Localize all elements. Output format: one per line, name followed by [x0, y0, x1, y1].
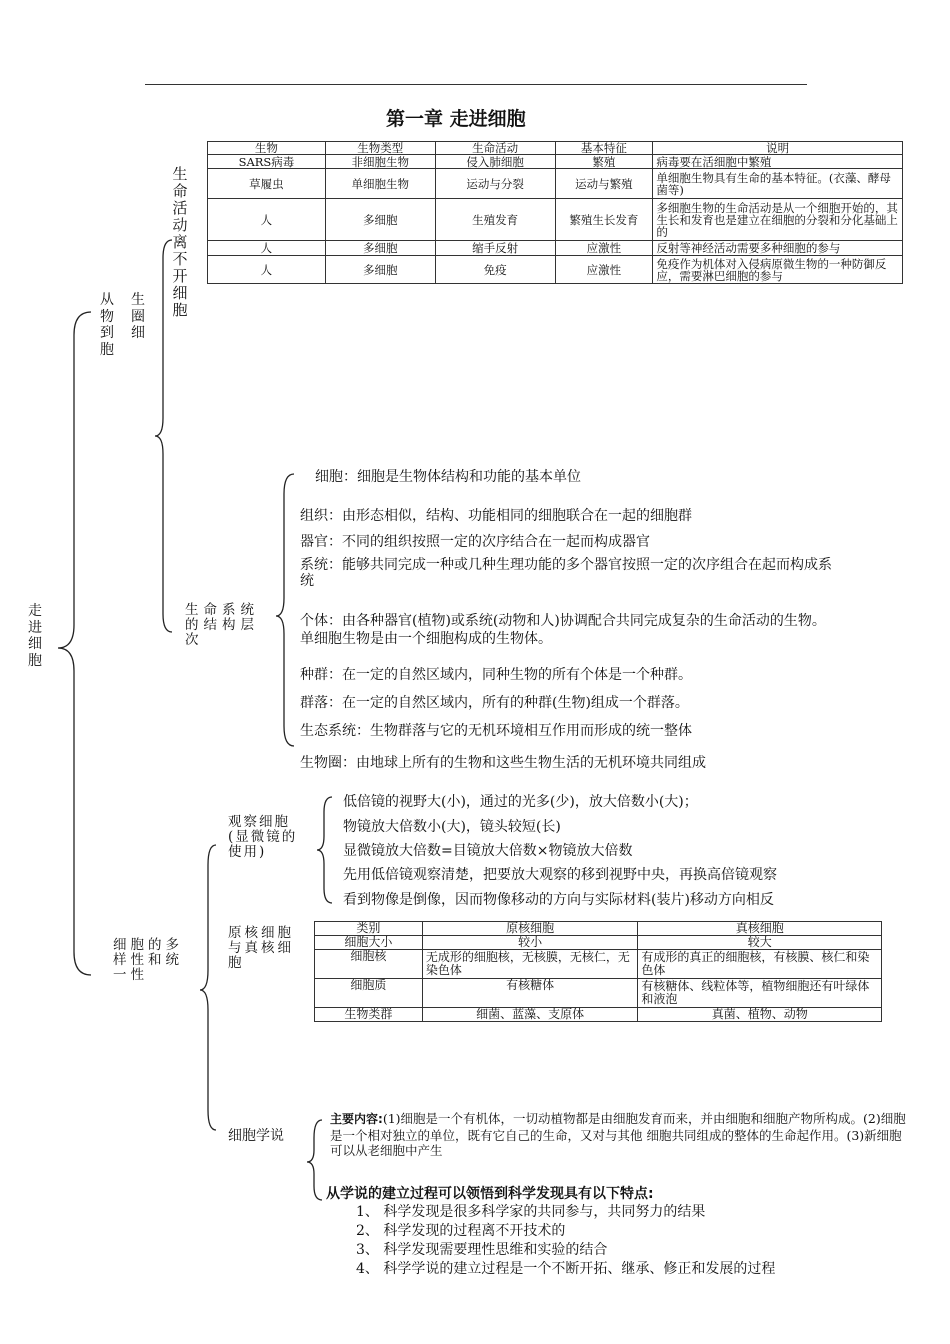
compare-label: 原核细胞与真核细胞 — [228, 925, 294, 971]
branch1-bracket — [155, 240, 172, 632]
branch1-label-col1: 从物到胞 — [100, 292, 114, 358]
table2-cell: 细胞大小 — [315, 935, 423, 949]
table2-cell: 生物类群 — [315, 1007, 423, 1021]
branch2-bracket — [200, 845, 216, 1130]
table1-cell: 反射等神经活动需要多种细胞的参与 — [653, 241, 903, 256]
branch1-label-col2: 生圈细 — [131, 292, 145, 341]
sub2-label: 生命系统的结构层次 — [185, 602, 259, 648]
microscope-item: 低倍镜的视野大(小)，通过的光多(少)，放大倍数小(大)； — [343, 794, 698, 810]
table2-cell: 较大 — [638, 935, 882, 949]
table2-cell: 细胞核 — [315, 949, 423, 978]
table1-cell: 免疫作为机体对入侵病原微生物的一种防御反应，需要淋巴细胞的参与 — [653, 256, 903, 284]
discover-point: 4、 科学学说的建立过程是一个不断开拓、继承、修正和发展的过程 — [356, 1261, 776, 1277]
root-bracket — [58, 312, 91, 975]
table1-cell: 应激性 — [555, 241, 653, 256]
table2-cell: 较小 — [422, 935, 638, 949]
table2-header: 原核细胞 — [422, 922, 638, 936]
level-cell: 细胞：细胞是生物体结构和功能的基本单位 — [315, 469, 581, 485]
microscope-item: 先用低倍镜观察清楚，把要放大观察的移到视野中央，再换高倍镜观察 — [343, 867, 777, 883]
table1-header: 生物 — [208, 142, 326, 155]
theory-label: 细胞学说 — [228, 1128, 284, 1144]
microscope-bracket — [317, 797, 332, 903]
table2-cell: 无成形的细胞核，无核膜，无核仁，无染色体 — [422, 949, 638, 978]
table1-cell: 人 — [208, 256, 326, 284]
discover-title: 从学说的建立过程可以领悟到科学发现具有以下特点: — [326, 1186, 654, 1202]
sub1-label: 生命活动离不开细胞 — [172, 165, 188, 319]
table2-header: 类别 — [315, 922, 423, 936]
table1-header: 生物类型 — [325, 142, 435, 155]
table1-cell: 单细胞生物 — [325, 169, 435, 199]
levels-bracket — [276, 474, 294, 746]
table1-cell: 病毒要在活细胞中繁殖 — [653, 155, 903, 169]
level-community: 群落：在一定的自然区域内，所有的种群(生物)组成一个群落。 — [300, 695, 689, 711]
table1-cell: 人 — [208, 199, 326, 241]
table1-cell: 侵入肺细胞 — [435, 155, 555, 169]
table1-cell: 多细胞 — [325, 256, 435, 284]
theory-main-label: 主要内容: — [330, 1112, 383, 1126]
level-biosphere: 生物圈：由地球上所有的生物和这些生物生活的无机环境共同组成 — [300, 755, 706, 771]
level-tissue: 组织：由形态相似，结构、功能相同的细胞联合在一起的细胞群 — [300, 508, 692, 524]
discover-point: 1、 科学发现是很多科学家的共同参与，共同努力的结果 — [356, 1204, 706, 1220]
table2-cell: 细菌、蓝藻、支原体 — [422, 1007, 638, 1021]
level-ecosystem: 生态系统：生物群落与它的无机环境相互作用而形成的统一整体 — [300, 723, 692, 739]
table1-cell: 非细胞生物 — [325, 155, 435, 169]
microscope-item: 看到物像是倒像，因而物像移动的方向与实际材料(装片)移动方向相反 — [343, 892, 774, 908]
theory-main-text: (1)细胞是一个有机体，一切动植物都是由细胞发育而来，并由细胞和细胞产物所构成。(2)细胞是一个相对独立的单位，既有它自己的生命，又对与其他 细胞共同组成的整体的生命起作用。(3)新细胞可以从老细胞中产生 — [330, 1111, 906, 1158]
table2-cell: 有核糖体 — [422, 978, 638, 1007]
table1-cell: 人 — [208, 241, 326, 256]
theory-bracket — [307, 1120, 322, 1200]
table2-cell: 真菌、植物、动物 — [638, 1007, 882, 1021]
table1-cell: 多细胞 — [325, 241, 435, 256]
discover-point: 2、 科学发现的过程离不开技术的 — [356, 1223, 566, 1239]
table1-cell: 繁殖生长发育 — [555, 199, 653, 241]
cell-compare-table — [314, 921, 882, 1022]
life-activity-table — [207, 141, 903, 284]
table2-cell: 有核糖体、线粒体等，植物细胞还有叶绿体和液泡 — [638, 978, 882, 1007]
table1-cell: SARS病毒 — [208, 155, 326, 169]
table1-cell: 生殖发育 — [435, 199, 555, 241]
table1-cell: 缩手反射 — [435, 241, 555, 256]
table1-cell: 草履虫 — [208, 169, 326, 199]
table1-cell: 繁殖 — [555, 155, 653, 169]
table1-cell: 运动与繁殖 — [555, 169, 653, 199]
discover-point: 3、 科学发现需要理性思维和实验的结合 — [356, 1242, 608, 1258]
table1-header: 说明 — [653, 142, 903, 155]
root-label: 走进细胞 — [28, 603, 42, 669]
table2-cell: 有成形的真正的细胞核，有核膜、核仁和染色体 — [638, 949, 882, 978]
table1-cell: 单细胞生物具有生命的基本特征。(衣藻、酵母菌等) — [653, 169, 903, 199]
microscope-item: 显微镜放大倍数=目镜放大倍数×物镜放大倍数 — [343, 843, 633, 859]
table1-header: 生命活动 — [435, 142, 555, 155]
table1-cell: 应激性 — [555, 256, 653, 284]
page-title: 第一章 走进细胞 — [386, 108, 526, 130]
microscope-item: 物镜放大倍数小(大)，镜头较短(长) — [343, 819, 561, 835]
table1-header: 基本特征 — [555, 142, 653, 155]
table1-cell: 多细胞生物的生命活动是从一个细胞开始的，其生长和发育也是建立在细胞的分裂和分化基础上的 — [653, 199, 903, 241]
table1-cell: 多细胞 — [325, 199, 435, 241]
level-organ: 器官：不同的组织按照一定的次序结合在一起而构成器官 — [300, 534, 650, 550]
microscope-label: 观察细胞(显微镜的使用) — [228, 814, 298, 860]
level-individual: 个体：由各种器官(植物)或系统(动物和人)协调配合共同完成复杂的生命活动的生物。单细胞生物是由一个细胞构成的生物体。 — [300, 613, 826, 647]
table1-cell: 免疫 — [435, 256, 555, 284]
level-population: 种群：在一定的自然区域内，同种生物的所有个体是一个种群。 — [300, 667, 692, 683]
table1-cell: 运动与分裂 — [435, 169, 555, 199]
table2-cell: 细胞质 — [315, 978, 423, 1007]
level-system: 系统：能够共同完成一种或几种生理功能的多个器官按照一定的次序组合在起而构成系统 — [300, 557, 832, 589]
table2-header: 真核细胞 — [638, 922, 882, 936]
branch2-label: 细胞的多样性和统一性 — [113, 937, 183, 983]
theory-main — [330, 1111, 912, 1159]
